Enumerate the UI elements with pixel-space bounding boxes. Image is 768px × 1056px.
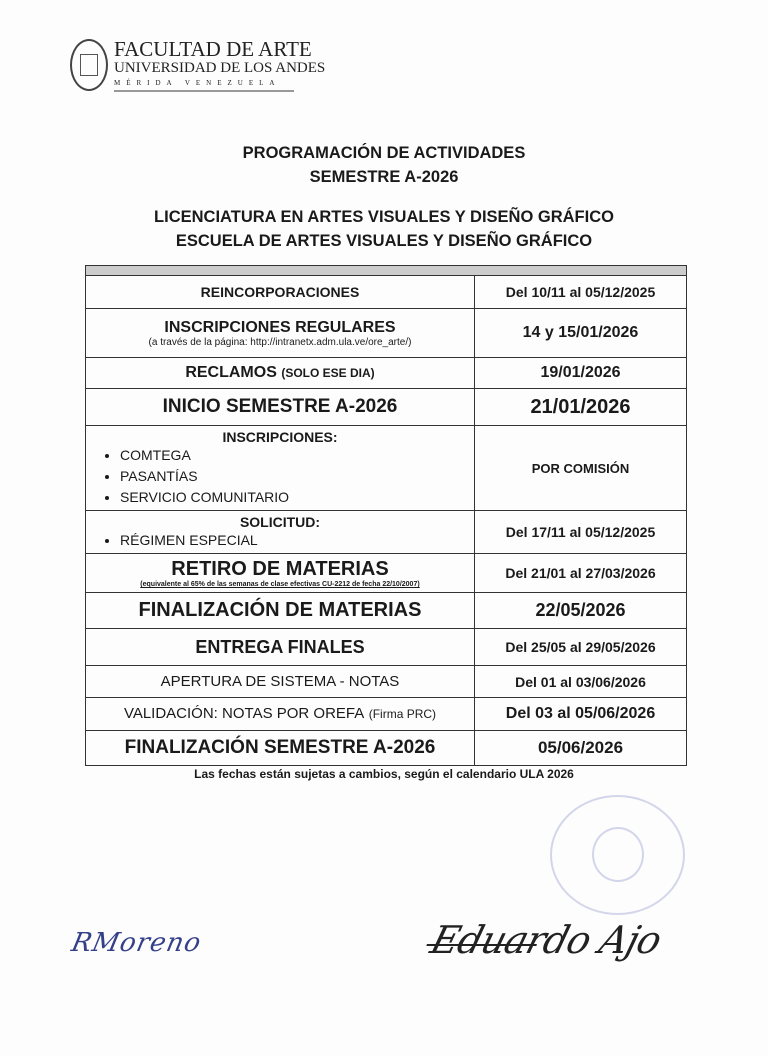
activity: INICIO SEMESTRE A-2026 (86, 389, 475, 426)
activity-label: INSCRIPCIONES: (222, 428, 338, 445)
date: 05/06/2026 (475, 731, 687, 766)
activity-note: (Firma PRC) (368, 707, 437, 721)
signature-left: RMoreno (68, 928, 205, 958)
activity (86, 309, 475, 358)
signature-right: Eduardo Ajo (426, 918, 666, 962)
table-row (86, 698, 687, 731)
table-row (86, 593, 687, 629)
date: Del 03 al 05/06/2026 (475, 698, 687, 731)
university-seal-icon (70, 39, 108, 91)
footer-note: Las fechas están sujetas a cambios, según el calendario ULA 2026 (194, 767, 574, 781)
activity-label: SOLICITUD: (239, 513, 321, 530)
activity-note: (a través de la página: http://intranetx.adm.ula.ve/ore_arte/) (148, 336, 412, 348)
title-line: PROGRAMACIÓN DE ACTIVIDADES (242, 144, 526, 162)
activity-note: (SOLO ESE DIA) (281, 366, 375, 380)
table-row (86, 666, 687, 698)
activity-list (90, 530, 470, 551)
logo-rule (114, 90, 294, 92)
date: Del 17/11 al 05/12/2025 (475, 511, 687, 554)
activity (86, 554, 475, 593)
table-row (86, 554, 687, 593)
activity (86, 511, 475, 554)
faculty-logo (70, 38, 325, 92)
date: 21/01/2026 (475, 389, 687, 426)
document-subtitle (0, 205, 768, 253)
list-item: • PASANTÍAS (120, 466, 470, 487)
table-row (86, 389, 687, 426)
date: Del 25/05 al 29/05/2026 (475, 629, 687, 666)
activity-label: VALIDACIÓN: NOTAS POR OREFA (123, 705, 365, 722)
date: 22/05/2026 (475, 593, 687, 629)
date: Del 10/11 al 05/12/2025 (475, 276, 687, 309)
date: Del 21/01 al 27/03/2026 (475, 554, 687, 593)
list-item: • COMTEGA (120, 445, 470, 466)
activity: FINALIZACIÓN SEMESTRE A-2026 (86, 731, 475, 766)
table-row (86, 511, 687, 554)
list-item: • SERVICIO COMUNITARIO (120, 487, 470, 508)
activity-note: (equivalente al 65% de las semanas de clase efectivas CU-2212 de fecha 22/10/2007) (140, 581, 420, 588)
subtitle-line: LICENCIATURA EN ARTES VISUALES Y DISEÑO GRÁFICO (154, 208, 614, 226)
schedule-table (85, 265, 687, 766)
activity: ENTREGA FINALES (86, 629, 475, 666)
date: POR COMISIÓN (475, 426, 687, 511)
activity-label: INSCRIPCIONES REGULARES (164, 318, 396, 336)
location: MÉRIDA VENEZUELA (114, 79, 281, 87)
activity: FINALIZACIÓN DE MATERIAS (86, 593, 475, 629)
faculty-name: FACULTAD DE ARTE (114, 37, 312, 61)
table-row (86, 358, 687, 389)
subtitle-line: ESCUELA DE ARTES VISUALES Y DISEÑO GRÁFICO (175, 232, 593, 250)
activity-label: RETIRO DE MATERIAS (171, 558, 389, 580)
table-header-strip (86, 266, 687, 276)
table-row (86, 731, 687, 766)
table-row (86, 276, 687, 309)
date: 14 y 15/01/2026 (475, 309, 687, 358)
date: Del 01 al 03/06/2026 (475, 666, 687, 698)
activity-label: RECLAMOS (185, 364, 277, 381)
date: 19/01/2026 (475, 358, 687, 389)
document-title (0, 141, 768, 189)
title-line: SEMESTRE A-2026 (309, 168, 459, 186)
table-row (86, 426, 687, 511)
university-name: UNIVERSIDAD DE LOS ANDES (114, 60, 326, 76)
activity: REINCORPORACIONES (86, 276, 475, 309)
table-row (86, 309, 687, 358)
activity: APERTURA DE SISTEMA - NOTAS (86, 666, 475, 698)
activity (86, 698, 475, 731)
activity (86, 358, 475, 389)
activity (86, 426, 475, 511)
official-stamp (550, 795, 685, 915)
activity-list (90, 445, 470, 508)
list-item: • RÉGIMEN ESPECIAL (120, 530, 470, 551)
table-row (86, 629, 687, 666)
